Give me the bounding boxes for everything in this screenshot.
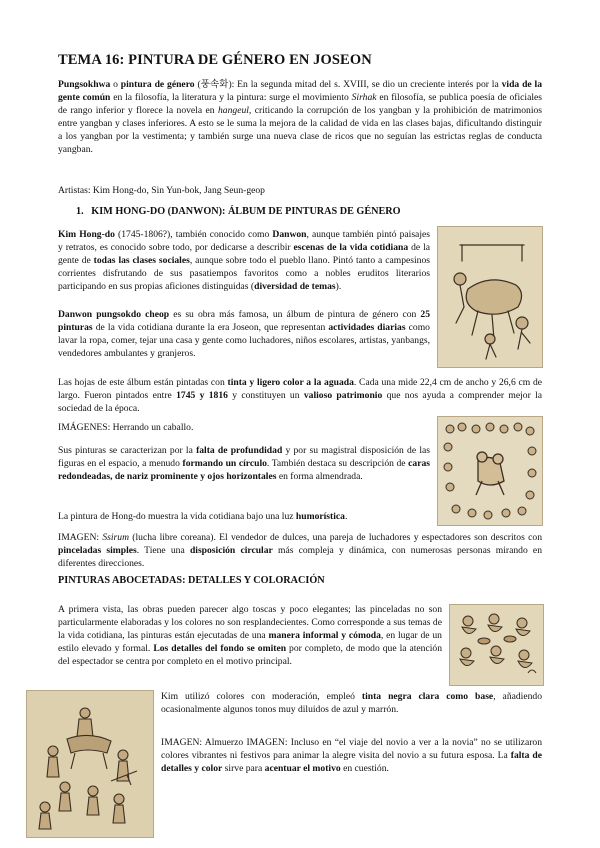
painting-horseshoeing <box>437 226 543 368</box>
bold-run: 25 pinturas <box>58 309 430 333</box>
bold-run: escenas de la vida cotidiana <box>293 242 409 253</box>
section-title: KIM HONG-DO (DANWON): ÁLBUM DE PINTURAS DE GÉNERO <box>91 206 401 217</box>
page-title: TEMA 16: PINTURA DE GÉNERO EN JOSEON <box>58 52 372 68</box>
images-caption: IMÁGENES: Herrando un caballo. <box>58 422 194 433</box>
text-run: . Tiene una <box>136 545 190 556</box>
term-sirhak: Sirhak <box>351 92 377 103</box>
text-run: IMAGEN: <box>58 532 103 543</box>
intro-text: , criticando la corrupción de los yangban y la prohibición de matrimonios entre yangban y clases inferiores. A esto se le suma la mejora de la calidad de vida en las clases bajas, dificultando distinguir a los yangban por la vestimenta; y también surge una nueva clase de ricos que no seguían las estrictas reglas de conducta yangban. <box>58 105 543 155</box>
bold-run: actividades diarias <box>328 322 406 333</box>
text-run: en cuestión. <box>340 763 389 774</box>
painting-lunch <box>449 604 544 686</box>
painting-ssirum <box>437 416 543 526</box>
bold-run: diversidad de temas <box>254 281 336 292</box>
section-number: 1. <box>76 206 84 217</box>
ssirum-caption <box>58 531 542 570</box>
bold-run: Danwon pungsokdo cheop <box>58 309 170 320</box>
kim-hong-do-paragraph <box>58 228 430 293</box>
color-paragraph <box>161 690 542 716</box>
intro-text: en la filosofía, la literatura y la pintura: surge el movimiento <box>110 92 352 103</box>
text-run: de la gente de <box>58 242 431 266</box>
text-run: por completo, de modo que la atención del espectador se centra por completo en el motivo principal. <box>58 643 442 667</box>
bold-run: 1745 y 1816 <box>176 390 228 401</box>
italic-run: Ssirum <box>102 532 129 543</box>
text-run: , aunque también pintó paisajes y retratos, es conocido sobre todo, por dedicarse a describir <box>58 229 430 253</box>
bold-run: caras redondeadas, de nariz prominente y ojos horizontales <box>58 458 430 482</box>
artists-line: Artistas: Kim Hong-do, Sin Yun-bok, Jang Seun-geop <box>58 185 265 196</box>
bold-run: humorística <box>295 511 345 522</box>
text-run: y constituyen un <box>227 390 304 401</box>
text-run: Kim utilizó colores con moderación, empleó <box>161 691 362 702</box>
bold-run: Los detalles del fondo se omiten <box>153 643 287 654</box>
text-run: La pintura de Hong-do muestra la vida cotidiana bajo una luz <box>58 511 296 522</box>
text-run: A primera vista, las obras pueden parecer algo toscas y poco elegantes; las pinceladas no son particularmente elaboradas y los colores no son resplandecientes. Como corresponde a sus temas de la vida cotidiana, las pinturas están ejecutadas de una <box>58 604 442 641</box>
intro-paragraph <box>58 78 542 156</box>
text-run: (1745-1806?), también conocido como <box>114 229 273 240</box>
text-run: que nos ayuda a comprender mejor la sociedad de la época. <box>58 390 543 414</box>
bold-run: falta de profundidad <box>196 445 283 456</box>
bold-run: todas las clases sociales <box>93 255 190 266</box>
bold-run: manera informal y cómoda <box>268 630 381 641</box>
text-run: . <box>344 511 348 522</box>
text-run: IMAGEN: Almuerzo IMAGEN: Incluso en “el viaje del novio a ver a la novia” no se utilizaron colores vibrantes ni festivos para animar la alegre visita del novio a su futura esposa. La <box>161 737 542 761</box>
bold-run: tinta negra clara como base <box>361 691 494 702</box>
text-run: como lavar la ropa, comer, tejar una casa y gente como luchadores, niños escolares, artistas, yanbangs, vendedores ambulantes y granjeros. <box>58 322 430 359</box>
bold-run: Danwon <box>272 229 307 240</box>
text-run: de la vida cotidiana durante la era Joseon, que representan <box>92 322 329 333</box>
term-pungsokhwa: Pungsokhwa <box>58 79 111 90</box>
term-hangeul: hangeul <box>218 105 249 116</box>
text-run: en forma almendrada. <box>276 471 363 482</box>
album-technique-paragraph <box>58 376 542 415</box>
bold-run: falta de detalles y color <box>161 750 542 774</box>
section-heading-sketches: PINTURAS ABOCETADAS: DETALLES Y COLORACIÓN <box>58 575 325 586</box>
bold-run: disposición circular <box>189 545 273 556</box>
bold-run: acentuar el motivo <box>264 763 341 774</box>
text-run: . También destaca su descripción de <box>266 458 409 469</box>
style-paragraph <box>58 444 430 483</box>
emphasis-common-life: vida de la gente común <box>58 79 542 103</box>
text-run: sirve para <box>222 763 265 774</box>
intro-text: en filosofía, se publica poesía de oficiales de rango inferior y florece la novela en <box>58 92 542 116</box>
text-run: , en lugar de un estilo elevado y formal. <box>58 630 442 654</box>
intro-text: o <box>110 79 121 90</box>
bold-run: formando un círculo <box>182 458 267 469</box>
humor-paragraph <box>58 510 430 523</box>
text-run: Sus pinturas se caracterizan por la <box>58 445 197 456</box>
bold-run: pinceladas simples <box>58 545 137 556</box>
text-run: Las hojas de este álbum están pintadas con <box>58 377 228 388</box>
section-heading-kim-hong-do <box>76 206 401 217</box>
sketch-style-paragraph <box>58 603 442 668</box>
bold-run: Kim Hong-do <box>58 229 115 240</box>
text-run: , añadiendo ocasionalmente algunos tonos muy diluidos de azul y marrón. <box>161 691 542 715</box>
album-paragraph <box>58 308 430 360</box>
text-run: y por su magistral disposición de las figuras en el espacio, a menudo <box>58 445 430 469</box>
text-run: . Cada una mide 22,4 cm de ancho y 26,6 cm de largo. Fueron pintados entre <box>58 377 542 401</box>
text-run: , aunque sobre todo el pueblo llano. Pintó tanto a campesinos corrientes disfrutando de sus pasatiempos favoritos como a nobles eruditos literarios participando en sus propias aficiones distinguidas ( <box>58 255 430 292</box>
text-run: (lucha libre coreana). El vendedor de dulces, una pareja de luchadores y espectadores son descritos con <box>129 532 542 543</box>
bold-run: tinta y ligero color a la aguada <box>227 377 354 388</box>
groom-caption <box>161 736 542 775</box>
text-run: ). <box>335 281 342 292</box>
text-run: es su obra más famosa, un álbum de pintura de género con <box>169 309 421 320</box>
bold-run: valioso patrimonio <box>303 390 383 401</box>
intro-text: (풍속화): En la segunda mitad del s. XVIII, se dio un creciente interés por la <box>194 79 502 90</box>
term-genre-painting: pintura de género <box>120 79 195 90</box>
text-run: más compleja y dinámica, con numerosas personas mirando en diferentes direcciones. <box>58 545 542 569</box>
painting-groom-journey <box>26 690 154 838</box>
